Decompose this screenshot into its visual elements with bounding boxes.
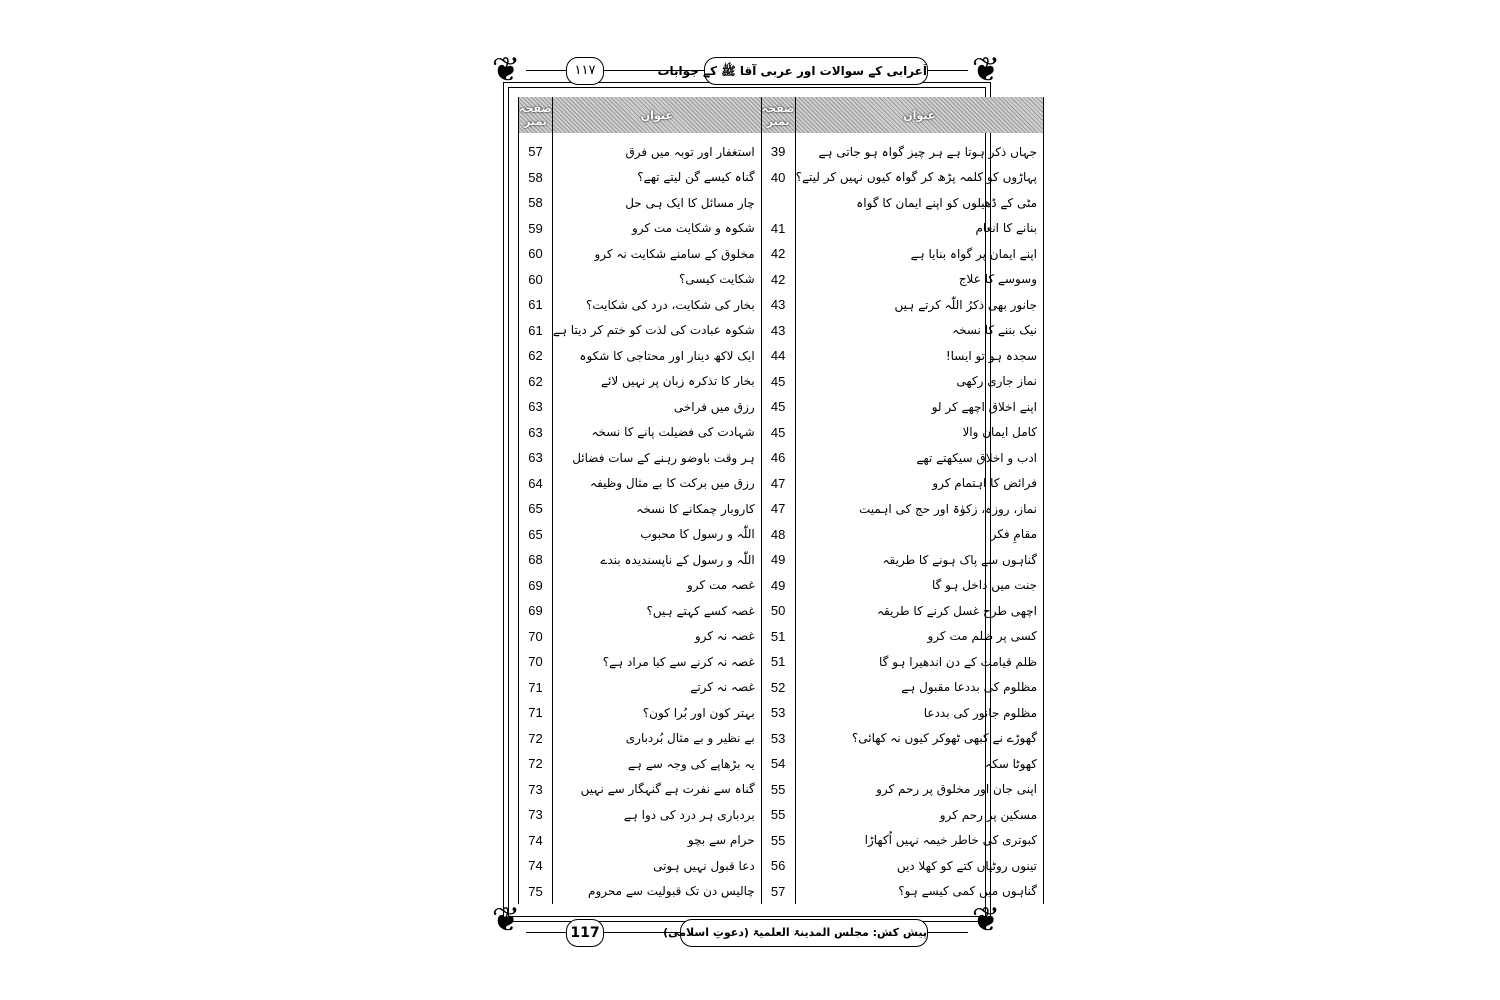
col-header-title: عنوان (795, 97, 1043, 133)
left-page-number: 59 (519, 216, 553, 242)
right-entry-title: گناہوں میں کمی کیسے ہو؟ (795, 879, 1043, 905)
footer-rule (526, 932, 566, 933)
table-row (519, 292, 1044, 318)
right-entry-title: کبوتری کی خاطر خیمہ نہیں اُکھاڑا (795, 828, 1043, 854)
right-page-number (761, 190, 795, 216)
table-row (519, 267, 1044, 293)
right-entry-title: مظلوم کی بددعا مقبول ہے (795, 675, 1043, 701)
right-entry-title: مظلوم جانور کی بددعا (795, 700, 1043, 726)
table-row (519, 165, 1044, 191)
right-entry-title: ظلم قیامت کے دن اندھیرا ہو گا (795, 649, 1043, 675)
table-row (519, 369, 1044, 395)
left-entry-title: شکوہ عبادت کی لذت کو ختم کر دیتا ہے (552, 318, 761, 344)
left-entry-title: اللّٰہ و رسول کے ناپسندیدہ بندے (552, 547, 761, 573)
right-page-number: 45 (761, 369, 795, 395)
right-page-number: 48 (761, 522, 795, 548)
table-row (519, 420, 1044, 446)
left-page-number: 64 (519, 471, 553, 497)
table-row (519, 573, 1044, 599)
right-entry-title: مقامِ فکر (795, 522, 1043, 548)
left-page-number: 74 (519, 828, 553, 854)
right-page-number: 54 (761, 751, 795, 777)
right-entry-title: وسوسے کا علاج (795, 267, 1043, 293)
right-entry-title: جنت میں داخل ہو گا (795, 573, 1043, 599)
ornament-knot-icon: ❦ (971, 50, 1001, 90)
right-entry-title: اپنے ایمان پر گواہ بنایا ہے (795, 241, 1043, 267)
left-page-number: 69 (519, 598, 553, 624)
right-entry-title: اپنے اخلاق اچھے کر لو (795, 394, 1043, 420)
left-page-number: 60 (519, 241, 553, 267)
table-row (519, 216, 1044, 242)
table-row (519, 649, 1044, 675)
table-row (519, 343, 1044, 369)
left-entry-title: بردباری ہر درد کی دوا ہے (552, 802, 761, 828)
right-entry-title: جہاں ذکر ہوتا ہے ہر چیز گواہ ہو جاتی ہے (795, 133, 1043, 165)
left-entry-title: بخار کی شکایت، درد کی شکایت؟ (552, 292, 761, 318)
table-row (519, 471, 1044, 497)
right-entry-title: کامل ایمان والا (795, 420, 1043, 446)
footer-publisher: پیش کش: مجلس المدینۃ العلمیۃ (دعوتِ اسلامی) (680, 919, 928, 947)
left-entry-title: گناہ سے نفرت ہے گنہگار سے نہیں (552, 777, 761, 803)
ornament-knot-icon: ❦ (491, 900, 521, 940)
right-page-number: 45 (761, 394, 795, 420)
table-header-row (519, 97, 1044, 133)
left-page-number: 61 (519, 292, 553, 318)
left-page-number: 65 (519, 522, 553, 548)
right-page-number: 43 (761, 292, 795, 318)
right-entry-title: مسکین پر رحم کرو (795, 802, 1043, 828)
left-entry-title: شہادت کی فضیلت پانے کا نسخہ (552, 420, 761, 446)
right-entry-title: پہاڑوں کو کلمہ پڑھ کر گواہ کیوں نہیں کر لیتے؟ (795, 165, 1043, 191)
table-row (519, 598, 1044, 624)
left-entry-title: یہ بڑھاپے کی وجہ سے ہے (552, 751, 761, 777)
left-page-number: 61 (519, 318, 553, 344)
footer-page-number: 117 (566, 919, 604, 947)
right-page-number: 46 (761, 445, 795, 471)
left-page-number: 71 (519, 675, 553, 701)
right-page-number: 51 (761, 649, 795, 675)
right-entry-title: تینوں روٹیاں کتے کو کھلا دیں (795, 853, 1043, 879)
left-page-number: 62 (519, 343, 553, 369)
right-page-number: 39 (761, 133, 795, 165)
right-entry-title: کسی پر ظلم مت کرو (795, 624, 1043, 650)
left-page-number: 63 (519, 420, 553, 446)
table-row (519, 802, 1044, 828)
left-page-number: 58 (519, 190, 553, 216)
right-entry-title: گھوڑے نے کبھی ٹھوکر کیوں نہ کھائی؟ (795, 726, 1043, 752)
right-page-number: 42 (761, 241, 795, 267)
right-entry-title: نماز، روزہ، زکوٰۃ اور حج کی اہمیت (795, 496, 1043, 522)
right-page-number: 42 (761, 267, 795, 293)
table-row (519, 318, 1044, 344)
left-page-number: 73 (519, 802, 553, 828)
right-page-number: 49 (761, 573, 795, 599)
left-page-number: 63 (519, 445, 553, 471)
right-entry-title: بنانے کا انعام (795, 216, 1043, 242)
left-entry-title: چالیس دن تک قبولیت سے محروم (552, 879, 761, 905)
right-page-number: 47 (761, 471, 795, 497)
left-entry-title: شکایت کیسی؟ (552, 267, 761, 293)
right-page-number: 47 (761, 496, 795, 522)
right-page-number: 52 (761, 675, 795, 701)
right-entry-title: کھوٹا سکہ (795, 751, 1043, 777)
left-page-number: 62 (519, 369, 553, 395)
header-rule (526, 70, 566, 71)
left-page-number: 73 (519, 777, 553, 803)
right-entry-title: نماز جاری رکھی (795, 369, 1043, 395)
right-page-number: 44 (761, 343, 795, 369)
left-entry-title: غصہ مت کرو (552, 573, 761, 599)
right-page-number: 41 (761, 216, 795, 242)
table-row (519, 624, 1044, 650)
left-entry-title: غصہ نہ کرنے سے کیا مراد ہے؟ (552, 649, 761, 675)
left-entry-title: دعا قبول نہیں ہوتی (552, 853, 761, 879)
left-entry-title: شکوہ و شکایت مت کرو (552, 216, 761, 242)
right-entry-title: فرائض کا اہتمام کرو (795, 471, 1043, 497)
left-entry-title: غصہ نہ کرو (552, 624, 761, 650)
right-page-number: 55 (761, 777, 795, 803)
right-page-number: 53 (761, 726, 795, 752)
right-page-number: 49 (761, 547, 795, 573)
left-page-number: 75 (519, 879, 553, 905)
col-header-title: عنوان (552, 97, 761, 133)
left-page-number: 70 (519, 624, 553, 650)
left-entry-title: چار مسائل کا ایک ہی حل (552, 190, 761, 216)
left-entry-title: بخار کا تذکرہ زبان پر نہیں لائے (552, 369, 761, 395)
left-entry-title: ایک لاکھ دینار اور محتاجی کا شکوہ (552, 343, 761, 369)
left-page-number: 69 (519, 573, 553, 599)
header-book-title: اَعرابی کے سوالات اور عربی آقا ﷺ کے جوابات (704, 57, 928, 85)
header-rule (926, 70, 968, 71)
ornament-knot-icon: ❦ (971, 900, 1001, 940)
right-page-number: 57 (761, 879, 795, 905)
left-entry-title: ہر وقت باوضو رہنے کے سات فضائل (552, 445, 761, 471)
right-entry-title: گناہوں سے پاک ہونے کا طریقہ (795, 547, 1043, 573)
col-header-page: صفحہ نمبر (519, 97, 553, 133)
table-row (519, 547, 1044, 573)
right-page-number: 55 (761, 802, 795, 828)
right-page-number: 40 (761, 165, 795, 191)
left-entry-title: بے نظیر و بے مثال بُردباری (552, 726, 761, 752)
left-entry-title: رزق میں برکت کا بے مثال وظیفہ (552, 471, 761, 497)
right-page-number: 53 (761, 700, 795, 726)
left-page-number: 74 (519, 853, 553, 879)
left-page-number: 63 (519, 394, 553, 420)
table-row (519, 190, 1044, 216)
right-entry-title: اپنی جان اور مخلوق پر رحم کرو (795, 777, 1043, 803)
table-row (519, 777, 1044, 803)
footer-rule (926, 932, 968, 933)
left-page-number: 72 (519, 751, 553, 777)
right-page-number: 45 (761, 420, 795, 446)
right-entry-title: ادب و اخلاق سیکھتے تھے (795, 445, 1043, 471)
right-page-number: 56 (761, 853, 795, 879)
table-row (519, 700, 1044, 726)
table-row (519, 726, 1044, 752)
right-entry-title: سجدہ ہو تو ایسا! (795, 343, 1043, 369)
left-entry-title: غصہ کسے کہتے ہیں؟ (552, 598, 761, 624)
left-entry-title: مخلوق کے سامنے شکایت نہ کرو (552, 241, 761, 267)
right-entry-title: مٹی کے ڈھیلوں کو اپنے ایمان کا گواہ (795, 190, 1043, 216)
contents-table (518, 97, 1044, 904)
left-entry-title: گناہ کیسے گن لیتے تھے؟ (552, 165, 761, 191)
left-page-number: 71 (519, 700, 553, 726)
table-row (519, 522, 1044, 548)
table-row (519, 445, 1044, 471)
left-entry-title: غصہ نہ کرتے (552, 675, 761, 701)
left-page-number: 72 (519, 726, 553, 752)
left-page-number: 60 (519, 267, 553, 293)
header-page-number: ۱۱۷ (566, 57, 604, 85)
table-row (519, 751, 1044, 777)
right-page-number: 55 (761, 828, 795, 854)
left-entry-title: رزق میں فراخی (552, 394, 761, 420)
right-entry-title: نیک بننے کا نسخہ (795, 318, 1043, 344)
table-row (519, 675, 1044, 701)
right-entry-title: اچھی طرح غسل کرنے کا طریقہ (795, 598, 1043, 624)
right-page-number: 51 (761, 624, 795, 650)
left-entry-title: استغفار اور توبہ میں فرق (552, 133, 761, 165)
left-page-number: 65 (519, 496, 553, 522)
ornament-knot-icon: ❦ (491, 50, 521, 90)
col-header-page: صفحہ نمبر (761, 97, 795, 133)
table-row (519, 879, 1044, 905)
left-entry-title: بہتر کون اور بُرا کون؟ (552, 700, 761, 726)
left-page-number: 68 (519, 547, 553, 573)
left-entry-title: اللّٰہ و رسول کا محبوب (552, 522, 761, 548)
table-row (519, 133, 1044, 165)
table-body (519, 133, 1044, 904)
left-entry-title: حرام سے بچو (552, 828, 761, 854)
left-page-number: 57 (519, 133, 553, 165)
table-row (519, 496, 1044, 522)
table-row (519, 853, 1044, 879)
left-page-number: 58 (519, 165, 553, 191)
table-row (519, 241, 1044, 267)
left-page-number: 70 (519, 649, 553, 675)
right-page-number: 50 (761, 598, 795, 624)
table-row (519, 394, 1044, 420)
table-row (519, 828, 1044, 854)
right-page-number: 43 (761, 318, 795, 344)
right-entry-title: جانور بھی ذکرُ اللّٰہ کرتے ہیں (795, 292, 1043, 318)
left-entry-title: کاروبار چمکانے کا نسخہ (552, 496, 761, 522)
